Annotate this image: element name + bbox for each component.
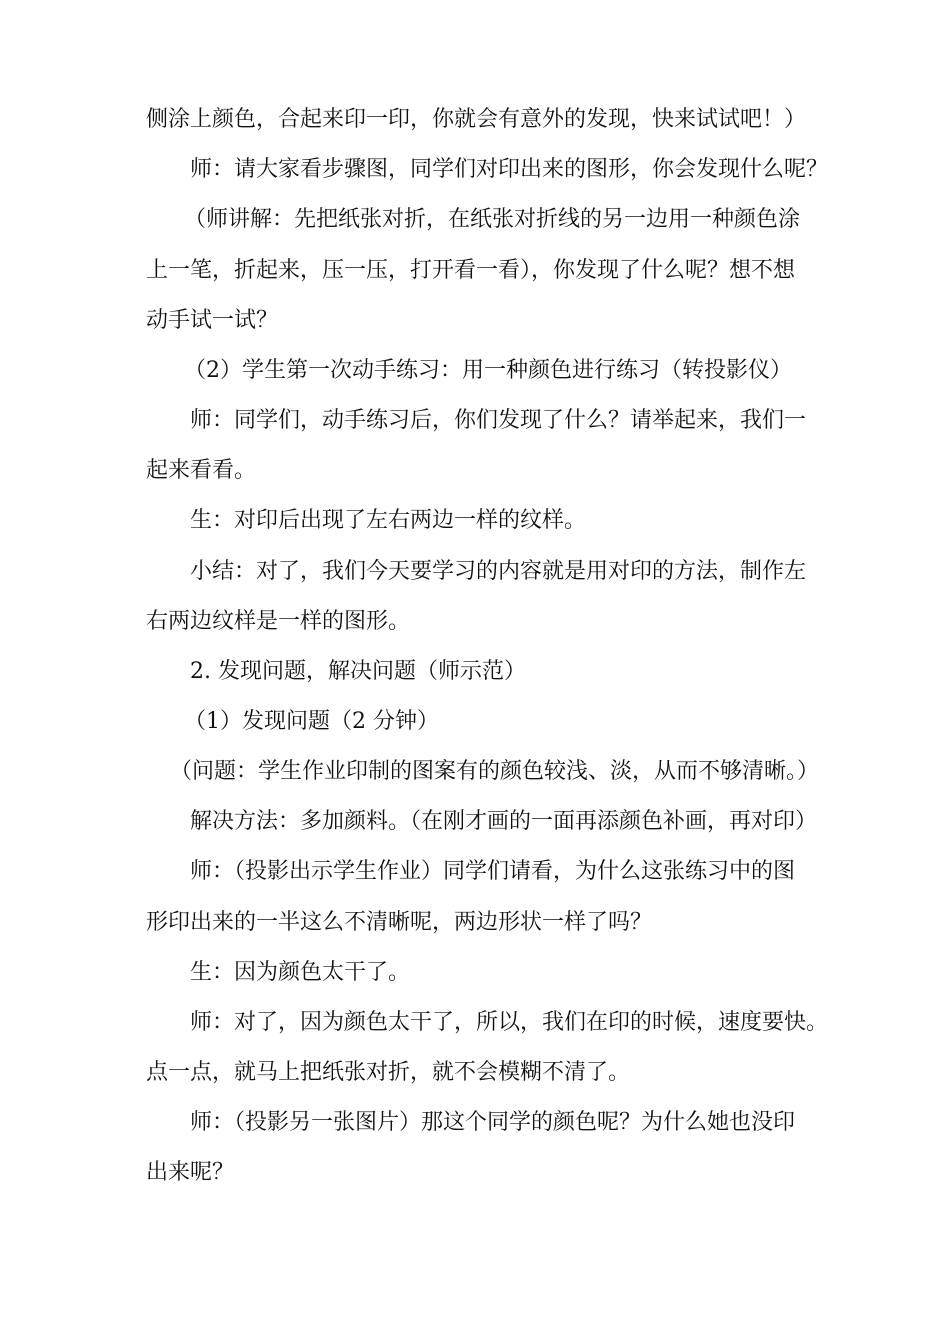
paragraph-line: 生：因为颜色太干了。 [190, 960, 411, 985]
paragraph-line: 动手试一试？ [146, 308, 279, 333]
paragraph-line: 侧涂上颜色，合起来印一印，你就会有意外的发现，快来试试吧！） [146, 107, 807, 132]
section-heading: 2. 发现问题，解决问题（师示范） [190, 659, 526, 684]
paragraph-line: （师讲解：先把纸张对折，在纸张对折线的另一边用一种颜色涂 [184, 207, 801, 232]
paragraph-line: 解决方法：多加颜料。（在刚才画的一面再添颜色补画，再对印） [190, 809, 818, 834]
paragraph-line: 右两边纹样是一样的图形。 [146, 609, 411, 634]
paragraph-line: 师：（投影出示学生作业）同学们请看，为什么这张练习中的图 [190, 859, 796, 884]
paragraph-line: 师：（投影另一张图片）那这个同学的颜色呢？为什么她也没印 [190, 1110, 796, 1135]
paragraph-line: 小结：对了，我们今天要学习的内容就是用对印的方法，制作左 [190, 559, 807, 584]
paragraph-line: 点一点，就马上把纸张对折，就不会模糊不清了。 [146, 1060, 631, 1085]
paragraph-line: 生：对印后出现了左右两边一样的纹样。 [190, 508, 587, 533]
paragraph-line: 上一笔，折起来，压一压，打开看一看），你发现了什么呢？想不想 [146, 258, 796, 283]
paragraph-line: 起来看看。 [146, 458, 257, 483]
paragraph-line: 师：对了，因为颜色太干了，所以，我们在印的时候，速度要快。 [190, 1010, 829, 1035]
paragraph-line: 出来呢？ [146, 1160, 235, 1185]
paragraph-line: 师：同学们，动手练习后，你们发现了什么？请举起来，我们一 [190, 408, 807, 433]
paragraph-line: （问题：学生作业印制的图案有的颜色较浅、淡，从而不够清晰。） [170, 759, 820, 784]
paragraph-line: （2）学生第一次动手练习：用一种颜色进行练习（转投影仪） [184, 358, 792, 383]
paragraph-line: 形印出来的一半这么不清晰呢，两边形状一样了吗？ [146, 910, 653, 935]
paragraph-line: 师：请大家看步骤图，同学们对印出来的图形，你会发现什么呢？ [190, 157, 829, 182]
subsection-heading: （1）发现问题（2 分钟） [184, 709, 439, 734]
